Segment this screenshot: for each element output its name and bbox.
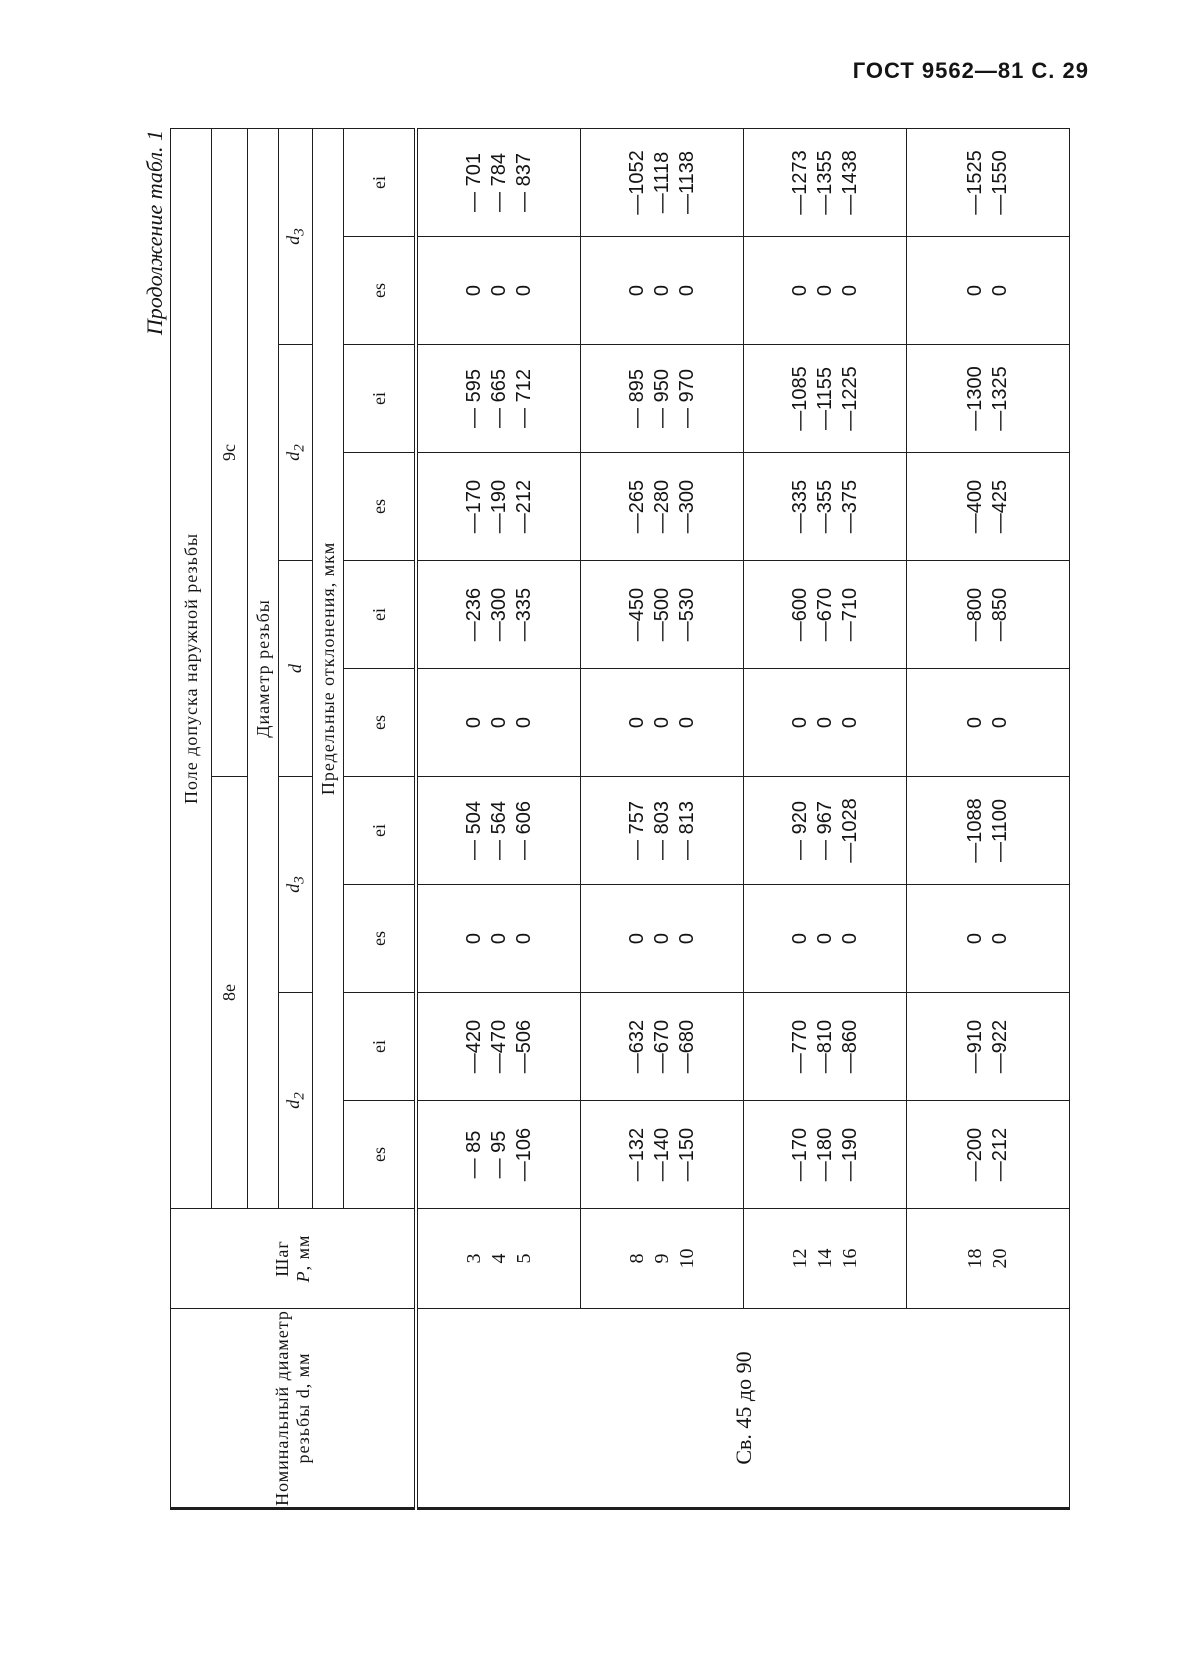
value-cell: —1052 —1118 —1138 (581, 128, 744, 236)
value-cell: 0 0 (907, 669, 1070, 777)
diameter-header-5: $d_3$ (279, 128, 313, 344)
value-cell: —910 —922 (907, 993, 1070, 1101)
col-label-es: es (344, 885, 417, 993)
nominal-diameter-header: Номинальный диаметр резьбы d, мм (171, 1309, 417, 1509)
value-cell: —200 —212 (907, 1101, 1070, 1209)
table-row (744, 128, 907, 1508)
value-cell: —335 —355 —375 (744, 453, 907, 561)
value-cell: 0 0 0 (744, 237, 907, 345)
value-cell: — 595 — 665 — 712 (416, 345, 581, 453)
value-cell: 0 0 0 (744, 669, 907, 777)
value-cell: 0 0 0 (416, 669, 581, 777)
value-cell: 0 0 (907, 237, 1070, 345)
rotated-table-container (142, 130, 1070, 1510)
value-cell: — 757 — 803 — 813 (581, 777, 744, 885)
col-label-es: es (344, 453, 417, 561)
value-cell: — 920 — 967 —1028 (744, 777, 907, 885)
value-cell: —1273 —1355 —1438 (744, 128, 907, 236)
page-header: ГОСТ 9562—81 С. 29 (852, 58, 1089, 83)
value-cell: —1088 —1100 (907, 777, 1070, 885)
field-9c-header: 9c (212, 128, 248, 776)
value-cell: —1085 —1155 —1225 (744, 345, 907, 453)
value-cell: — 701 — 784 — 837 (416, 128, 581, 236)
value-cell: —632 —670 —680 (581, 993, 744, 1101)
col-label-ei: ei (344, 128, 417, 236)
table-row (907, 128, 1070, 1508)
value-cell: — 895 — 950 — 970 (581, 345, 744, 453)
col-label-es: es (344, 1101, 417, 1209)
field-8e-header: 8e (212, 777, 248, 1209)
value-cell: —800 —850 (907, 561, 1070, 669)
value-cell: 0 0 (907, 885, 1070, 993)
diameter-header-2: $d_3$ (279, 777, 313, 993)
table-row (581, 128, 744, 1508)
value-cell: 0 0 0 (416, 237, 581, 345)
value-cell: —420 —470 —506 (416, 993, 581, 1101)
pitch-cell: 12 14 16 (744, 1209, 907, 1309)
col-label-es: es (344, 237, 417, 345)
diameter-header-3: d (279, 561, 313, 777)
value-cell: 0 0 0 (744, 885, 907, 993)
value-cell: — 504 — 564 — 606 (416, 777, 581, 885)
tolerance-field-header: Поле допуска наружной резьбы (171, 128, 212, 1208)
value-cell: —170 —180 —190 (744, 1101, 907, 1209)
value-cell: —1525 —1550 (907, 128, 1070, 236)
value-cell: —170 —190 —212 (416, 453, 581, 561)
value-cell: 0 0 0 (581, 885, 744, 993)
value-cell: —600 —670 —710 (744, 561, 907, 669)
thread-diameter-header: Диаметр резьбы (248, 128, 279, 1208)
diameter-header-1: $d_2$ (279, 993, 313, 1209)
value-cell: 0 0 0 (581, 237, 744, 345)
value-cell: 0 0 0 (416, 885, 581, 993)
col-label-es: es (344, 669, 417, 777)
col-label-ei: ei (344, 561, 417, 669)
pitch-cell: 8 9 10 (581, 1209, 744, 1309)
table-row (416, 128, 581, 1508)
pitch-header: Шаг P, мм (171, 1209, 417, 1309)
value-cell: 0 0 0 (581, 669, 744, 777)
value-cell: —265 —280 —300 (581, 453, 744, 561)
value-cell: —400 —425 (907, 453, 1070, 561)
pitch-cell: 18 20 (907, 1209, 1070, 1309)
diameter-header-4: $d_2$ (279, 345, 313, 561)
col-label-ei: ei (344, 993, 417, 1101)
deviations-header: Предельные отклонения, мкм (313, 128, 344, 1208)
value-cell: —132 —140 —150 (581, 1101, 744, 1209)
col-label-ei: ei (344, 345, 417, 453)
tolerance-table (170, 128, 1070, 1510)
nominal-diameter-value: Св. 45 до 90 (416, 1309, 1070, 1509)
value-cell: — 85 — 95 —106 (416, 1101, 581, 1209)
value-cell: —770 —810 —860 (744, 993, 907, 1101)
col-label-ei: ei (344, 777, 417, 885)
value-cell: —450 —500 —530 (581, 561, 744, 669)
pitch-cell: 3 4 5 (416, 1209, 581, 1309)
table-caption: Продолжение табл. 1 (142, 130, 167, 336)
value-cell: —236 —300 —335 (416, 561, 581, 669)
value-cell: —1300 —1325 (907, 345, 1070, 453)
